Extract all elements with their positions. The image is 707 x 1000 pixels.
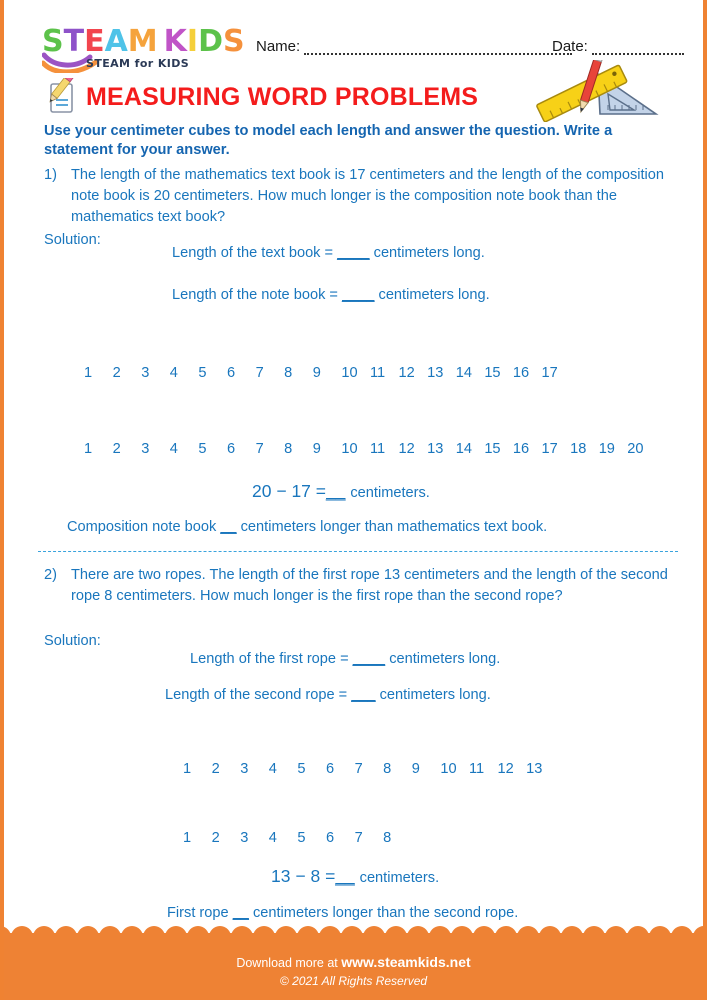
equation-answer-blank[interactable]: __	[326, 481, 346, 501]
logo-letter-6: K	[163, 24, 187, 59]
number-cell: 7	[255, 441, 264, 457]
logo-letter-0: S	[42, 24, 64, 59]
logo-letter-1: T	[63, 24, 85, 59]
problem-2-solution-label: Solution:	[44, 633, 101, 649]
problem-1-text: The length of the mathematics text book is 17 centimeters and the length of the composition note book is 20 centimeters. How much longer is the composition note book than the mathematics text book?	[71, 167, 665, 225]
equation-right-operand: 8	[310, 866, 321, 886]
logo-letter-2: E	[84, 24, 105, 59]
sol-prefix: Length of the second rope =	[165, 687, 352, 703]
statement-suffix: centimeters longer than mathematics text book.	[236, 519, 548, 535]
number-cell: 1	[84, 365, 93, 381]
number-cell: 1	[183, 830, 192, 846]
page-title-row	[42, 78, 478, 116]
problem-2-number-row-2	[183, 830, 412, 846]
number-cell: 3	[141, 441, 150, 457]
equation-equals: =	[325, 866, 336, 886]
number-cell: 17	[541, 365, 558, 381]
number-cell: 13	[526, 761, 543, 777]
equation-unit: centimeters.	[350, 485, 430, 501]
footer-download-line	[0, 954, 707, 970]
sol-suffix: centimeters long.	[385, 651, 501, 667]
equation-operator: −	[295, 866, 306, 886]
equation-unit: centimeters.	[359, 870, 440, 886]
number-cell: 3	[141, 365, 150, 381]
equation-left-operand: 20	[252, 481, 272, 501]
problem-2-solution-line-2[interactable]	[165, 687, 491, 703]
number-cell: 4	[268, 830, 277, 846]
number-cell: 7	[354, 830, 363, 846]
number-cell: 1	[183, 761, 192, 777]
name-label: Name:	[256, 38, 301, 55]
number-cell: 17	[541, 441, 558, 457]
answer-blank[interactable]: ____	[337, 245, 370, 261]
number-cell: 6	[226, 441, 236, 457]
problem-1-equation[interactable]	[252, 481, 430, 502]
instructions-text: Use your centimeter cubes to model each length and answer the question. Write a statement for your answer.	[44, 123, 613, 158]
number-cell: 10	[341, 441, 358, 457]
sol-suffix: centimeters long.	[374, 287, 490, 303]
number-cell: 5	[198, 441, 207, 457]
footer-copyright: © 2021 All Rights Reserved	[279, 974, 428, 988]
date-input-line[interactable]	[592, 41, 684, 55]
equation-equals: =	[315, 481, 327, 501]
number-cell: 16	[512, 441, 530, 457]
number-cell: 11	[468, 761, 485, 777]
statement-prefix: Composition note book	[67, 519, 221, 535]
number-cell: 10	[341, 365, 358, 381]
page-header	[4, 0, 707, 120]
number-cell: 8	[284, 441, 293, 457]
ruler-pencil-triangle-icon	[516, 60, 668, 122]
number-cell: 12	[497, 761, 514, 777]
number-cell: 5	[297, 830, 306, 846]
number-cell: 1	[84, 441, 93, 457]
number-cell: 16	[512, 365, 530, 381]
number-cell: 2	[211, 761, 220, 777]
sol-suffix: centimeters long.	[375, 687, 491, 703]
problem-1-solution-line-1[interactable]	[172, 245, 485, 261]
page-title: MEASURING WORD PROBLEMS	[86, 82, 479, 111]
logo-tagline: STEAM for KIDS	[86, 57, 190, 70]
logo-letter-7: I	[186, 24, 199, 59]
number-cell: 20	[627, 441, 644, 457]
equation-answer-blank[interactable]: __	[335, 866, 355, 886]
sol-prefix: Length of the note book =	[172, 287, 342, 303]
number-cell: 4	[268, 761, 277, 777]
statement-blank[interactable]: __	[232, 905, 249, 921]
page-footer	[0, 934, 707, 1000]
date-label: Date:	[552, 38, 588, 55]
problem-1-number: 1)	[44, 167, 57, 183]
logo-letter-9: S	[222, 24, 245, 59]
problem-2	[44, 565, 689, 607]
number-cell: 12	[398, 441, 415, 457]
pencil-notepad-icon	[42, 78, 76, 116]
number-cell: 14	[455, 441, 472, 457]
date-field[interactable]	[552, 38, 684, 55]
equation-operator: −	[276, 481, 287, 501]
number-cell: 2	[112, 365, 121, 381]
problem-2-equation[interactable]	[271, 866, 439, 887]
logo-letter-4: M	[127, 24, 158, 59]
number-cell: 4	[169, 441, 178, 457]
number-cell: 7	[354, 761, 363, 777]
statement-prefix: First rope	[167, 905, 233, 921]
number-cell: 9	[312, 365, 321, 381]
problem-1-answer-statement[interactable]	[67, 519, 547, 535]
problem-1	[44, 165, 689, 228]
number-cell: 7	[255, 365, 264, 381]
statement-blank[interactable]: __	[220, 519, 237, 535]
name-input-line[interactable]	[304, 41, 572, 55]
number-cell: 14	[455, 365, 472, 381]
answer-blank[interactable]: ___	[351, 687, 376, 703]
number-cell: 12	[398, 365, 415, 381]
footer-download-prefix: Download more at	[236, 956, 342, 970]
number-cell: 9	[312, 441, 321, 457]
number-cell: 11	[369, 365, 386, 381]
sol-prefix: Length of the text book =	[172, 245, 338, 261]
number-cell: 6	[325, 830, 335, 846]
number-cell: 13	[427, 441, 444, 457]
number-cell: 3	[240, 761, 249, 777]
problem-2-number-row-1	[183, 761, 555, 777]
statement-suffix: centimeters longer than the second rope.	[248, 905, 519, 921]
number-cell: 11	[369, 441, 386, 457]
number-cell: 6	[226, 365, 236, 381]
number-cell: 5	[297, 761, 306, 777]
number-cell: 10	[440, 761, 457, 777]
problem-2-answer-statement[interactable]	[167, 905, 518, 921]
number-cell: 13	[427, 365, 444, 381]
answer-blank[interactable]: ____	[342, 287, 375, 303]
logo-letter-3: A	[104, 24, 128, 59]
number-cell: 6	[325, 761, 335, 777]
number-cell: 19	[598, 441, 615, 457]
number-cell: 15	[484, 441, 501, 457]
logo-letter-8: D	[198, 24, 223, 59]
equation-left-operand: 13	[271, 866, 291, 886]
number-cell: 9	[411, 761, 420, 777]
problem-2-solution-line-1[interactable]	[190, 651, 500, 667]
problem-2-text: There are two ropes. The length of the first rope 13 centimeters and the length of the second rope 8 centimeters. How much longer is the first rope than the second rope?	[71, 567, 668, 604]
number-cell: 5	[198, 365, 207, 381]
sol-prefix: Length of the first rope =	[190, 651, 353, 667]
number-cell: 2	[112, 441, 121, 457]
number-cell: 8	[383, 830, 392, 846]
number-cell: 18	[570, 441, 587, 457]
number-cell: 2	[211, 830, 220, 846]
section-divider	[38, 551, 678, 552]
number-cell: 4	[169, 365, 178, 381]
scallop-edge	[0, 923, 707, 937]
number-cell: 8	[284, 365, 293, 381]
problem-1-solution-label: Solution:	[44, 232, 101, 248]
steam-kids-logo	[42, 24, 245, 77]
equation-right-operand: 17	[291, 481, 311, 501]
footer-site-url[interactable]: www.steamkids.net	[341, 954, 471, 970]
problem-1-number-row-1	[84, 365, 570, 381]
name-field[interactable]	[256, 38, 572, 55]
problem-1-number-row-2	[84, 441, 656, 457]
number-cell: 15	[484, 365, 501, 381]
problem-2-number: 2)	[44, 567, 57, 583]
sol-suffix: centimeters long.	[369, 245, 485, 261]
number-cell: 8	[383, 761, 392, 777]
answer-blank[interactable]: ____	[352, 651, 386, 667]
number-cell: 3	[240, 830, 249, 846]
problem-1-solution-line-2[interactable]	[172, 287, 490, 303]
